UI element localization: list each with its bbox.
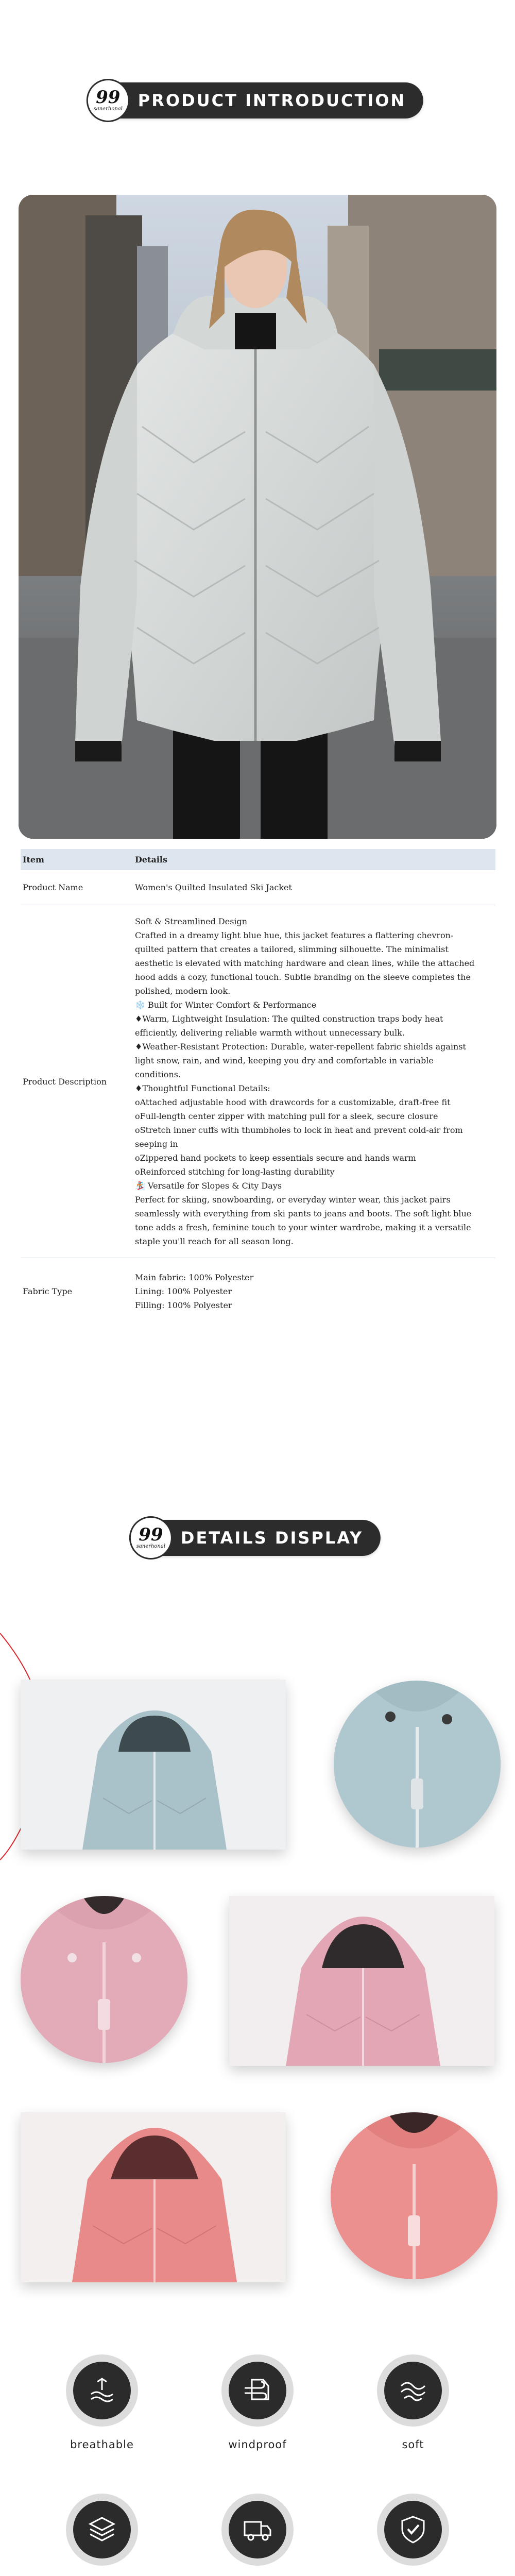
- logo-number: 99: [96, 87, 121, 108]
- detail-line: ♦Weather-Resistant Protection: Durable, water-repellent fabric shields against: [135, 1042, 466, 1052]
- section-header-product-introduction: [92, 82, 423, 118]
- row-item: Product Name: [21, 870, 133, 905]
- detail-line: 🏂 Versatile for Slopes & City Days: [135, 1181, 282, 1191]
- detail-line: Filling: 100% Polyester: [135, 1300, 232, 1310]
- detail-line: efficiently, delivering reliable warmth without unnecessary bulk.: [135, 1028, 405, 1038]
- table-row: [21, 905, 495, 1258]
- detail-line: conditions.: [135, 1070, 181, 1079]
- detail-line: ♦Thoughtful Functional Details:: [135, 1083, 270, 1093]
- detail-line: aesthetic is elevated with matching hardware and clean lines, while the attached: [135, 958, 475, 968]
- table-row: [21, 870, 495, 905]
- detail-line: seamlessly with everything from ski pants to jeans and boots. The soft light blue: [135, 1209, 472, 1218]
- section-header-details-display: [134, 1520, 381, 1556]
- brand-logo: [129, 1516, 173, 1560]
- feature-label: soft: [402, 2438, 424, 2451]
- detail-line: oFull-length center zipper with matching pull for a sleek, secure closure: [135, 1111, 438, 1121]
- breathable-icon: [73, 2362, 131, 2419]
- detail-line: oZippered hand pockets to keep essentials secure and hands warm: [135, 1153, 416, 1163]
- header-item: Item: [21, 849, 133, 870]
- feature-spot-quick-delivery: [201, 2494, 314, 2576]
- logo-brand: sanerhonal: [93, 106, 123, 112]
- row-details: [133, 905, 495, 1258]
- detail-line: Lining: 100% Polyester: [135, 1286, 232, 1296]
- layers-icon: [73, 2501, 131, 2558]
- detail-line: oReinforced stitching for long-lasting durability: [135, 1167, 335, 1177]
- detail-line: Main fabric: 100% Polyester: [135, 1273, 254, 1282]
- detail-closeup-coral-zipper: [331, 2112, 497, 2279]
- feature-breathable: [45, 2354, 159, 2451]
- row-item: Fabric Type: [21, 1258, 133, 1325]
- shield-check-icon: [384, 2501, 442, 2558]
- detail-line: Perfect for skiing, snowboarding, or everyday winter wear, this jacket pairs: [135, 1195, 451, 1205]
- detail-line: staple you'll reach for all season long.: [135, 1236, 294, 1246]
- detail-line: Crafted in a dreamy light blue hue, this jacket features a flattering chevron-: [135, 930, 454, 940]
- spec-table: [21, 849, 495, 1325]
- detail-photo-pink-jacket: [229, 1896, 494, 2066]
- detail-photo-coral-jacket: [21, 2112, 286, 2282]
- logo-brand: sanerhonal: [136, 1544, 166, 1549]
- feature-thickened-material: [45, 2494, 159, 2576]
- feature-soft: [356, 2354, 470, 2451]
- detail-line: Women's Quilted Insulated Ski Jacket: [135, 883, 292, 892]
- detail-closeup-light-blue-zipper: [334, 1681, 501, 1848]
- detail-line: light snow, rain, and wind, keeping you dry and comfortable in variable: [135, 1056, 434, 1065]
- detail-line: polished, modern look.: [135, 986, 231, 996]
- logo-number: 99: [139, 1524, 163, 1545]
- header-details: Details: [133, 849, 495, 870]
- row-details: [133, 870, 495, 905]
- detail-line: ❄️ Built for Winter Comfort & Performance: [135, 1000, 317, 1010]
- table-row: [21, 1258, 495, 1325]
- feature-label: windproof: [228, 2438, 287, 2451]
- soft-icon: [384, 2362, 442, 2419]
- brand-logo: [87, 79, 130, 122]
- row-details: [133, 1258, 495, 1325]
- section-title: DETAILS DISPLAY: [180, 1528, 364, 1548]
- feature-windproof: [201, 2354, 314, 2451]
- detail-line: oStretch inner cuffs with thumbholes to lock in heat and prevent cold-air from: [135, 1125, 463, 1135]
- truck-icon: [229, 2501, 286, 2558]
- section-title: PRODUCT INTRODUCTION: [138, 91, 406, 110]
- detail-line: tone adds a fresh, feminine touch to your winter wardrobe, making it a versatile: [135, 1223, 471, 1232]
- detail-line: seeping in: [135, 1139, 178, 1149]
- feature-quality-assurance: [356, 2494, 470, 2576]
- table-header-row: [21, 849, 495, 870]
- detail-line: quilted pattern that creates a tailored, slimming silhouette. The minimalist: [135, 944, 449, 954]
- hero-photo: [19, 195, 496, 839]
- windproof-icon: [229, 2362, 286, 2419]
- detail-photo-light-blue-jacket: [21, 1680, 286, 1850]
- detail-line: ♦Warm, Lightweight Insulation: The quilted construction traps body heat: [135, 1014, 443, 1024]
- row-item: Product Description: [21, 905, 133, 1258]
- detail-line: oAttached adjustable hood with drawcords for a customizable, draft-free fit: [135, 1097, 451, 1107]
- detail-closeup-pink-zipper: [21, 1896, 187, 2063]
- detail-line: hood adds a cozy, functional touch. Subtle branding on the sleeve completes the: [135, 972, 471, 982]
- detail-line: Soft & Streamlined Design: [135, 917, 248, 926]
- feature-label: breathable: [70, 2438, 134, 2451]
